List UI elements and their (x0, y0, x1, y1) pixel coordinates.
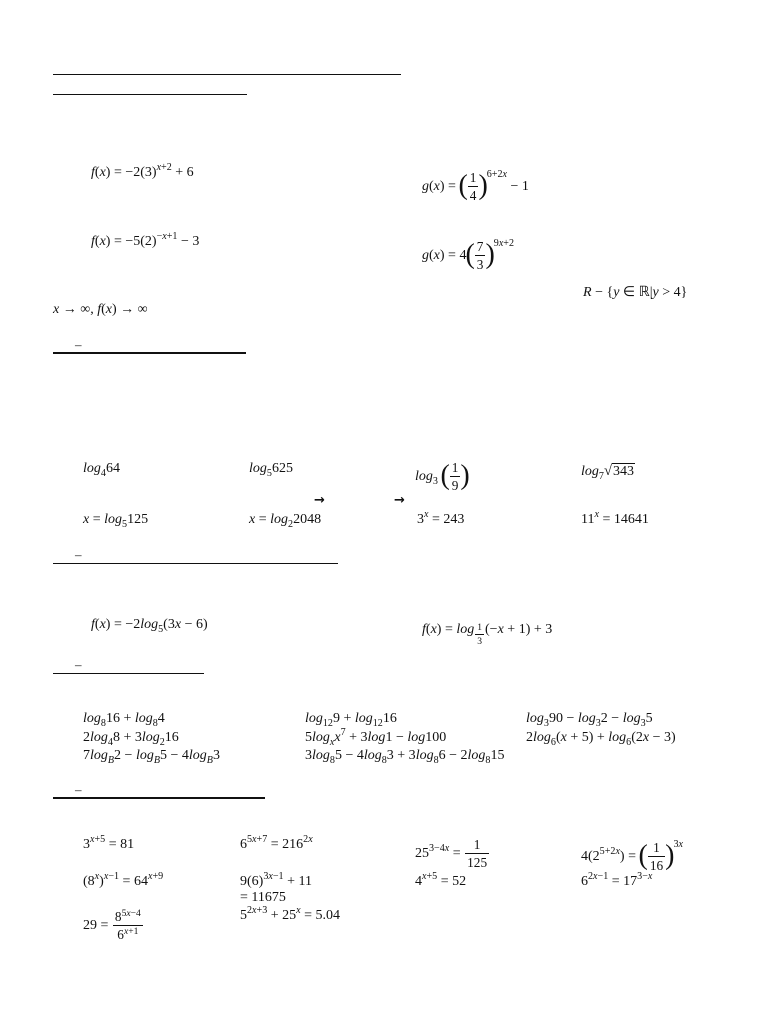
math-text: = 216 (267, 837, 304, 852)
log-eval-e (83, 512, 149, 530)
math-text: 6 (117, 927, 124, 943)
math-text: 3 (595, 717, 601, 729)
numerator (465, 837, 489, 854)
superscript (157, 162, 172, 173)
log-eval-h (581, 509, 649, 527)
end-behavior-statement (53, 303, 148, 317)
math-text: 2x+3 (247, 905, 268, 917)
superscript (296, 905, 300, 916)
math-text: 5 (645, 711, 653, 726)
math-text: 9x+2 (493, 238, 515, 250)
math-text: 5+2x (599, 846, 620, 858)
math-text: log (305, 711, 323, 726)
log-function-f2 (422, 618, 553, 647)
superscript (341, 727, 346, 738)
equation-1 (83, 834, 135, 852)
big-parenthesis: ) (665, 839, 675, 871)
math-text: 2 (159, 736, 165, 748)
math-text: 11 (581, 512, 595, 527)
subscript (101, 468, 106, 479)
log-property-1 (83, 711, 165, 729)
math-text: 16 + log (105, 711, 153, 726)
big-parenthesis: ( (458, 169, 468, 201)
math-text: log (83, 711, 101, 726)
equation-7 (415, 871, 467, 889)
math-text: 3 (543, 717, 549, 729)
subscript (330, 755, 335, 766)
math-text: 3 (83, 837, 90, 852)
superscript (429, 843, 449, 854)
math-text: 6 (240, 837, 247, 852)
math-text: log (83, 461, 101, 476)
math-text: (−x + 1) + 3 (485, 621, 553, 637)
math-text: g(x) = (422, 179, 460, 194)
section-marker: – (75, 337, 82, 352)
log-eval-c (415, 460, 469, 494)
radicand (612, 463, 635, 479)
math-text: 7log (83, 748, 108, 763)
math-text: − 3 (177, 234, 200, 249)
math-text: = 14641 (598, 512, 649, 527)
math-text: 3 (640, 717, 646, 729)
math-text: = 243 (428, 512, 465, 527)
math-text: 3log (305, 748, 330, 763)
numerator (475, 239, 486, 256)
math-text: 6 (626, 736, 632, 748)
math-text: x → ∞, f(x) → ∞ (53, 302, 148, 317)
fraction (648, 840, 665, 874)
superscript (588, 871, 608, 882)
math-text: 5 (158, 623, 164, 635)
math-text: 343 (613, 464, 634, 479)
log-function-f1 (91, 617, 208, 635)
math-text: x = log (249, 512, 289, 527)
math-text: 5x+7 (247, 834, 268, 846)
math-text: f(x) = −2log (91, 617, 159, 632)
superscript (303, 834, 313, 845)
math-text: 8 + 3log (112, 730, 160, 745)
numerator (468, 170, 479, 187)
math-text: 90 − log (548, 711, 596, 726)
subscript (267, 468, 272, 479)
math-text: 9 + log (332, 711, 373, 726)
section-rule (53, 563, 338, 564)
math-text: 16 (382, 711, 397, 726)
superscript (148, 871, 163, 882)
denominator (113, 926, 143, 942)
subscript (641, 718, 646, 729)
math-text: 3 (432, 475, 438, 487)
math-text: 4 (415, 874, 422, 889)
math-text: = 64 (119, 874, 148, 889)
superscript (263, 871, 283, 882)
arrow-icon: → (314, 493, 325, 508)
math-text: x+5 (422, 871, 438, 883)
subscript (544, 718, 549, 729)
math-text: 5 − 4log (334, 748, 382, 763)
math-text: f(x) = −5(2) (91, 234, 157, 249)
section-rule (53, 673, 204, 674)
math-text: 8 (114, 909, 122, 924)
math-text: 1 (469, 170, 477, 185)
math-text: + 6 (171, 165, 194, 180)
math-text: 1 (477, 621, 483, 633)
math-text: 5 (240, 908, 247, 923)
superscript (494, 238, 514, 249)
subscript (330, 737, 334, 748)
math-text: x+2 (156, 162, 172, 174)
equation-6-continued (240, 891, 286, 905)
math-text: 4 (157, 711, 165, 726)
equation-4 (581, 840, 683, 874)
math-text: 3x−1 (263, 871, 284, 883)
math-text: 2048 (293, 512, 322, 527)
math-text: 8 (152, 717, 158, 729)
subscript (101, 718, 106, 729)
math-text: ) = (619, 849, 640, 864)
superscript (422, 871, 437, 882)
math-text: x+1 (123, 926, 139, 938)
math-text: 12 (322, 717, 333, 729)
math-text: 4 (469, 188, 477, 204)
equation-6 (240, 871, 312, 889)
superscript (600, 846, 620, 857)
math-text: x (334, 730, 341, 745)
exp-function-f1 (91, 162, 194, 180)
superscript (124, 926, 138, 937)
math-text: 6 (581, 874, 588, 889)
math-text: 4(2 (581, 849, 600, 864)
equation-2 (240, 834, 313, 852)
math-text: 3 + 3log (386, 748, 434, 763)
section-rule (53, 797, 265, 799)
big-parenthesis: ) (478, 169, 488, 201)
fraction (465, 837, 489, 871)
math-text: 1 (653, 840, 660, 855)
math-text: 8 (381, 754, 387, 766)
math-text: 7 (340, 727, 346, 739)
math-text: B (153, 754, 160, 766)
math-text: 29 = (83, 918, 112, 933)
math-text: 3 (476, 257, 484, 273)
log-property-2 (305, 711, 397, 729)
section-marker: – (75, 547, 82, 562)
math-text: 3 (477, 635, 483, 647)
math-text: R − {y ∈ ℝ|y > 4} (583, 285, 688, 300)
math-text: 5 (122, 518, 128, 530)
superscript (424, 509, 428, 520)
math-text: (x + 5) + log (555, 730, 627, 745)
superscript (637, 871, 652, 882)
denominator (465, 854, 489, 870)
math-text: x = log (83, 512, 123, 527)
subscript (108, 755, 114, 766)
equation-3 (415, 837, 490, 871)
math-text: log (415, 469, 433, 484)
log-eval-f (249, 512, 322, 530)
math-text: x (296, 905, 301, 917)
math-text: x+5 (90, 834, 106, 846)
math-text: 12 (372, 717, 383, 729)
subscript (433, 476, 438, 487)
subscript (207, 755, 213, 766)
math-text: 6 − 2log (438, 748, 486, 763)
math-text: + 25 (267, 908, 297, 923)
log-property-6 (526, 730, 676, 748)
section-rule (53, 352, 246, 354)
math-text: 2 (288, 518, 294, 530)
superscript (247, 834, 267, 845)
header-rule (53, 74, 401, 75)
math-text: 3x (673, 839, 683, 851)
subscript (154, 755, 160, 766)
superscript (487, 169, 507, 180)
math-text: (2x − 3) (631, 730, 676, 745)
log-property-3 (526, 711, 653, 729)
math-text: 2 − log (114, 748, 154, 763)
subscript (288, 519, 293, 530)
log-property-4 (83, 730, 179, 748)
math-text: x+9 (147, 871, 164, 883)
math-text: log (249, 461, 267, 476)
subscript (122, 519, 127, 530)
math-text: 3 (212, 748, 220, 763)
log-property-5 (305, 727, 447, 748)
math-text: 2log (83, 730, 108, 745)
math-text: 3 (417, 512, 424, 527)
math-text: x−1 (103, 871, 120, 883)
math-text: x (594, 509, 599, 521)
denominator (475, 256, 486, 272)
math-text: + 3log1 − log100 (345, 730, 447, 745)
math-text: 9(6) (240, 874, 264, 889)
math-text: 4 (107, 736, 113, 748)
exp-function-g2 (422, 239, 514, 273)
subscript (474, 621, 485, 647)
log-eval-b (249, 461, 293, 479)
math-text: 5x−4 (121, 907, 141, 919)
numerator (113, 909, 143, 926)
exp-function-f2 (91, 231, 200, 249)
math-text: 5 (266, 467, 272, 479)
math-text: B (107, 754, 115, 766)
fraction (450, 460, 461, 494)
superscript (594, 509, 598, 520)
math-text: 7 (598, 470, 604, 482)
math-text: −x+1 (156, 231, 178, 243)
exp-function-g1 (422, 170, 529, 204)
math-text: + 11 (283, 874, 312, 889)
math-text: = 81 (105, 837, 135, 852)
math-text: = 11675 (240, 890, 286, 905)
math-text: − 1 (507, 179, 529, 194)
big-parenthesis: ( (440, 459, 450, 491)
math-text: 125 (467, 855, 488, 871)
math-text: 16 (164, 730, 179, 745)
subscript (551, 737, 556, 748)
math-text: 8 (485, 754, 491, 766)
math-text: log (581, 464, 599, 479)
math-text: (3x − 6) (163, 617, 208, 632)
subscript (108, 737, 113, 748)
math-text: f(x) = log (422, 621, 475, 637)
math-text: log (526, 711, 544, 726)
subscript (153, 718, 158, 729)
subscript (485, 755, 490, 766)
math-text: 64 (105, 461, 120, 476)
math-text: 3−4x (429, 843, 450, 855)
math-text: = 52 (437, 874, 467, 889)
arrow-icon: → (394, 493, 405, 508)
math-text: 6 (550, 736, 556, 748)
math-text: 2x (303, 834, 313, 846)
math-text: 125 (127, 512, 149, 527)
superscript (247, 905, 267, 916)
math-text: 5 − 4log (160, 748, 207, 763)
log-eval-a (83, 461, 120, 479)
math-text: 8 (100, 717, 106, 729)
numerator (475, 622, 484, 635)
subscript (382, 755, 387, 766)
math-text: 8 (329, 754, 335, 766)
section-marker: – (75, 657, 82, 672)
equation-8 (581, 871, 653, 889)
superscript (90, 834, 105, 845)
denominator (450, 477, 461, 493)
math-text: 15 (490, 748, 505, 763)
math-text: 3−x (637, 871, 653, 883)
fraction (475, 239, 486, 273)
fraction (475, 622, 484, 647)
equation-10 (240, 905, 341, 923)
math-text: 6+2x (486, 169, 508, 181)
math-text: x (424, 509, 429, 521)
range-statement (583, 286, 687, 300)
math-text: 9 (451, 478, 459, 494)
subscript (599, 471, 604, 482)
log-eval-d (581, 463, 635, 482)
big-parenthesis: ) (485, 238, 495, 270)
equation-5 (83, 871, 164, 889)
math-text: x (94, 871, 100, 883)
subscript (434, 755, 439, 766)
radical-sign: √ (603, 463, 612, 479)
math-text: 4 (100, 467, 106, 479)
fraction (113, 909, 143, 943)
math-text: 2log (526, 730, 551, 745)
header-subrule (53, 94, 247, 95)
subscript (158, 624, 163, 635)
math-text: B (206, 754, 213, 766)
math-text: = (449, 846, 465, 861)
math-text: 2x−1 (588, 871, 609, 883)
equation-9 (83, 909, 144, 943)
math-text: f(x) = −2(3) (91, 165, 157, 180)
math-text: 16 (649, 858, 664, 874)
subscript (626, 737, 631, 748)
numerator (450, 460, 461, 477)
math-text: x (329, 736, 335, 748)
superscript (104, 871, 119, 882)
section-marker: – (75, 782, 82, 797)
big-parenthesis: ) (460, 459, 470, 491)
fraction (468, 170, 479, 204)
log-property-8 (305, 748, 505, 766)
superscript (157, 231, 178, 242)
superscript (95, 871, 99, 882)
math-text: ) (99, 874, 104, 889)
math-text: 1 (451, 460, 459, 475)
math-text: 8 (433, 754, 439, 766)
math-text: 1 (473, 837, 481, 852)
numerator (648, 840, 665, 857)
superscript (122, 908, 141, 919)
math-text: (8 (83, 874, 95, 889)
subscript (323, 718, 333, 729)
big-parenthesis: ( (638, 839, 648, 871)
subscript (596, 718, 601, 729)
math-text: 5log (305, 730, 330, 745)
subscript (373, 718, 383, 729)
subscript (160, 737, 165, 748)
math-text: g(x) = 4 (422, 248, 467, 263)
big-parenthesis: ( (465, 238, 475, 270)
math-text: = 17 (608, 874, 638, 889)
math-text: 625 (271, 461, 293, 476)
log-eval-g (417, 509, 465, 527)
denominator (468, 187, 479, 203)
math-text: 7 (476, 239, 484, 254)
math-text: 2 − log (600, 711, 641, 726)
math-text: = 5.04 (300, 908, 341, 923)
superscript (673, 839, 683, 850)
denominator (475, 635, 484, 647)
log-property-7 (83, 748, 220, 766)
math-text: 25 (415, 846, 429, 861)
